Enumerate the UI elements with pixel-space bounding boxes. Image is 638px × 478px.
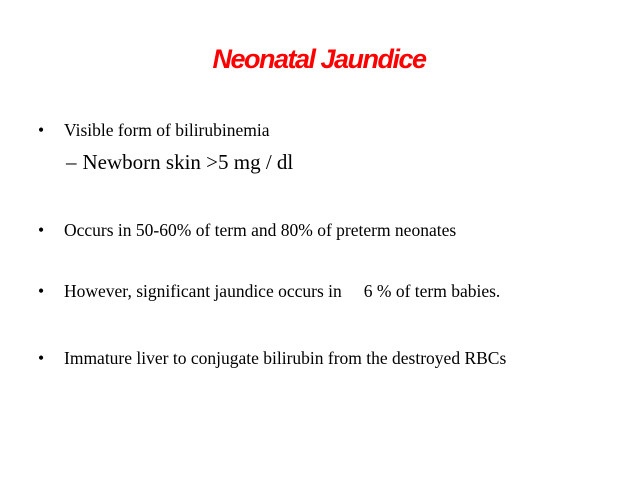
bullet-text-continued: 6 % of term babies.: [363, 281, 501, 301]
bullet-text: Visible form of bilirubinemia: [64, 120, 270, 140]
bullet-dot: •: [38, 348, 45, 368]
bullet-dot: •: [38, 281, 45, 301]
bullet-dot: •: [38, 220, 45, 240]
sub-bullet-dash: –: [66, 150, 77, 174]
bullet-item: [38, 122, 270, 140]
bullet-item: [38, 222, 456, 240]
bullet-item: [38, 283, 500, 301]
bullet-text: Occurs in 50-60% of term and 80% of preterm neonates: [64, 220, 457, 240]
slide-title: Neonatal Jaundice: [212, 44, 426, 74]
bullet-text: However, significant jaundice occurs in: [64, 281, 342, 301]
bullet-text: Immature liver to conjugate bilirubin from the destroyed RBCs: [64, 348, 507, 368]
sub-bullet-item: [66, 152, 293, 173]
bullet-item: [38, 350, 506, 368]
bullet-dot: •: [38, 120, 45, 140]
sub-bullet-text: Newborn skin >5 mg / dl: [82, 150, 294, 174]
